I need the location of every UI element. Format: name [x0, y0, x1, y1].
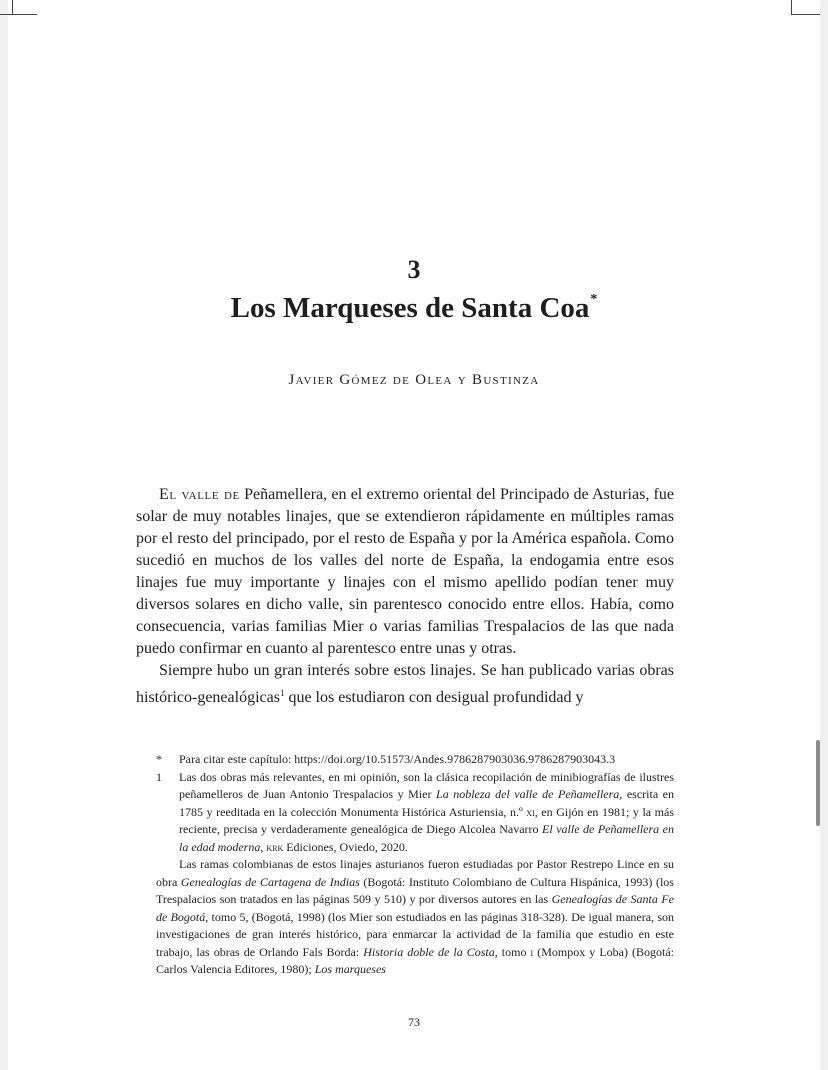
- footnote-mark: 1: [156, 769, 162, 784]
- footnote-title: Genealogías de Cartagena de Indias: [180, 874, 360, 889]
- footnote-text: [179, 769, 674, 857]
- footnote-1: [156, 769, 674, 857]
- vertical-scrollbar[interactable]: [816, 740, 820, 826]
- footnotes: [156, 751, 674, 979]
- body-text: [136, 484, 674, 709]
- footnote-segment: , tomo: [494, 944, 531, 959]
- footnote-segment: Las ramas colombianas de estos linajes asturianos fueron estudiadas por Pastor Restrepo Lince en su obra: [156, 857, 674, 889]
- footnote-text: Para citar este capítulo: https://doi.org/10.51573/Andes.9786287903036.9786287903043.3: [179, 752, 616, 766]
- paragraph-text: Peñamellera, en el extremo oriental del Principado de Asturias, fue solar de muy notables linajes, que se extendieron rápidamente en múltiples ramas por el resto del principado, por el resto de España y por la América española. Como sucedió en muchos de los valles del norte de España, la endogamia entre esos linajes fue muy importante y linajes con el mismo apellido podían tener muy diversos solares en dicho valle, sin parentesco conocido entre ellos. Había, como consecuencia, varias familias Mier o varias familias Trespalacios de las que nada puedo confirmar en cuanto al parentesco entre unas y otras.: [136, 486, 674, 657]
- footnote-publisher: krk: [266, 839, 284, 854]
- footnote-segment: Las dos obras más relevantes, en mi opinión, son la clásica recopilación de minibiografías de ilustres peñamelleros de Juan Antonio Trespalacios y Mier: [179, 769, 674, 801]
- footnote-1-paragraph-2: [156, 856, 674, 979]
- footnote-title: Historia doble de la Costa: [363, 944, 495, 959]
- chapter-title: [8, 292, 820, 325]
- footnote-segment: (Mompox y Loba) (Bogotá: Carlos Valencia Editores, 1980);: [156, 944, 675, 976]
- footnote-segment: , tomo 5, (Bogotá, 1998) (los Mier son estudiados en las páginas 318-328). De igual manera, son investigaciones de gran interés histórico, para enmarcar la actividad de la familia que estudio en este trabajo, las obras de Orlando Fals Borda:: [156, 909, 675, 959]
- chapter-author: Javier Gómez de Olea y Bustinza: [288, 372, 540, 388]
- footnote-numeral: xi: [526, 804, 535, 819]
- footnote-reference[interactable]: 1: [279, 688, 285, 698]
- footnote-segment: (Bogotá: Instituto Colombiano de Cultura Hispánica, 1993) (los Trespalacios son tratados en las páginas 509 y 510) y por diversos autores en las: [156, 874, 674, 906]
- chapter-title-text: Los Marqueses de Santa Coa: [230, 292, 590, 324]
- paragraph-lead-in: El valle de: [159, 486, 240, 503]
- footnote-numeral: i: [530, 944, 534, 959]
- footnote-segment: , en Gijón en 1981; y la más reciente, precisa y verdaderamente genealógica de Diego Alcolea Navarro: [179, 804, 675, 836]
- crop-mark-top-left-horizontal: [0, 14, 37, 15]
- crop-mark-top-right-horizontal: [791, 14, 820, 15]
- footnote-title: El valle de Peñamellera en la edad moderna: [179, 822, 674, 854]
- footnote-segment: Ediciones, Oviedo, 2020.: [283, 839, 408, 854]
- footnote-segment: ,: [260, 839, 267, 854]
- body-paragraph: [136, 660, 674, 709]
- footnote-segment: , escrita en 1785 y reeditada en la colección Monumenta Histórica Asturiensia, n.º: [179, 787, 674, 819]
- footnote-star: [156, 751, 674, 769]
- footnote-title: Los marqueses: [314, 962, 386, 976]
- footnote-title: Genealogías de Santa Fe de Bogotá: [156, 892, 674, 924]
- crop-mark-top-right-vertical: [791, 0, 792, 14]
- body-paragraph: [136, 484, 674, 660]
- page-number: 73: [408, 1015, 420, 1029]
- paragraph-text: Siempre hubo un gran interés sobre estos linajes. Se han publicado varias obras histórico-genealógicas: [136, 662, 674, 706]
- document-page: [8, 0, 820, 1070]
- chapter-title-footnote-mark: *: [590, 292, 598, 307]
- footnote-title: La nobleza del valle de Peñamellera: [436, 787, 620, 801]
- crop-mark-top-left-vertical: [12, 0, 13, 14]
- chapter-number: 3: [407, 255, 421, 284]
- paragraph-text: que los estudiaron con desigual profundidad y: [284, 689, 584, 706]
- footnote-mark: *: [156, 752, 162, 766]
